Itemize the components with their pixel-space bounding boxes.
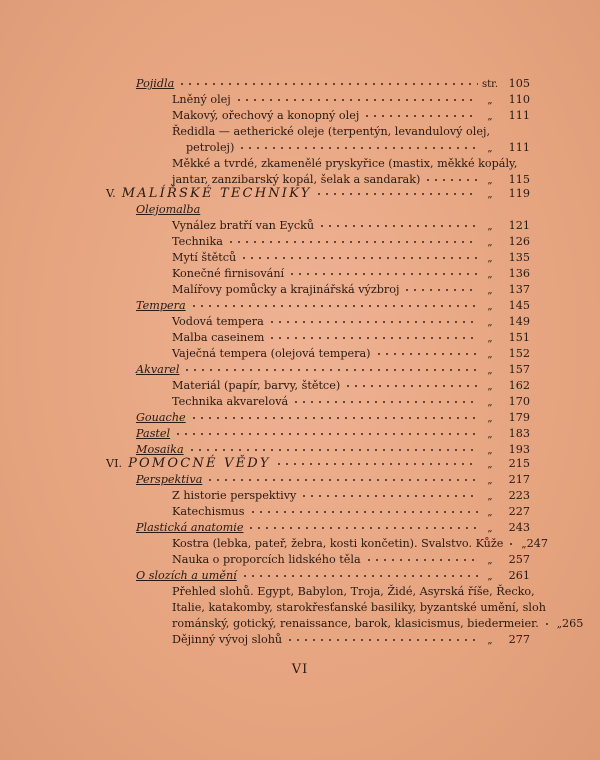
- toc-page-number: 149: [508, 315, 530, 329]
- toc-entry-label: Mytí štětců: [172, 251, 237, 265]
- toc-page-number: 223: [508, 489, 530, 503]
- toc-entry: [172, 250, 530, 266]
- toc-entry-label: Vaječná tempera (olejová tempera): [172, 347, 371, 361]
- toc-page-number: 115: [508, 173, 530, 187]
- toc-entry: [172, 632, 530, 648]
- toc-page-number: 243: [508, 521, 530, 535]
- toc-entry-label: Pojidla: [136, 77, 175, 91]
- toc-page-number: 265: [561, 617, 584, 631]
- toc-page-number: 170: [508, 395, 530, 409]
- ditto-mark: „: [487, 95, 493, 107]
- dot-leader: [424, 172, 478, 183]
- toc-page-number: 111: [508, 109, 530, 123]
- toc-entry: [172, 394, 530, 410]
- ditto-mark: „: [521, 539, 527, 551]
- toc-entry-label: Makový, ořechový a konopný olej: [172, 109, 360, 123]
- toc-page-number: 257: [508, 553, 530, 567]
- dot-leader: [241, 568, 478, 579]
- ditto-mark: „: [487, 189, 493, 201]
- toc-entry: [136, 298, 530, 314]
- toc-entry: [172, 346, 530, 362]
- dot-leader: [292, 394, 478, 405]
- ditto-mark: „: [487, 143, 493, 155]
- toc-entry-label: jantar, zanzibarský kopál, šelak a sandarak): [172, 173, 421, 187]
- ditto-mark: „: [487, 175, 493, 187]
- dot-leader: [249, 504, 479, 515]
- toc-page-number: 135: [508, 251, 530, 265]
- ditto-mark: „: [487, 301, 493, 313]
- toc-entry: [136, 410, 530, 426]
- toc-entry: [172, 600, 546, 615]
- toc-entry-label: Tempera: [136, 299, 186, 313]
- dot-leader: [235, 92, 478, 103]
- toc-page-number: 183: [508, 427, 530, 441]
- ditto-mark: „: [487, 571, 493, 583]
- toc-page-number: 137: [508, 283, 530, 297]
- toc-entry: [172, 234, 530, 250]
- toc-entry: [136, 76, 530, 92]
- dot-leader: [178, 76, 478, 87]
- dot-leader: [174, 426, 478, 437]
- toc-entry: [172, 378, 530, 394]
- dot-leader: [315, 186, 478, 197]
- section-number: VI.: [106, 457, 123, 471]
- toc-entry: [172, 124, 530, 139]
- dot-leader: [286, 632, 478, 643]
- toc-entry-label: Akvarel: [136, 363, 180, 377]
- toc-entry: [172, 536, 548, 552]
- dot-leader: [268, 330, 478, 341]
- toc-entry-label: O slozích a umění: [136, 569, 237, 583]
- dot-leader: [363, 108, 478, 119]
- ditto-mark: „: [487, 111, 493, 123]
- dot-leader: [190, 298, 478, 309]
- toc-entry: [172, 314, 530, 330]
- ditto-mark: „: [487, 349, 493, 361]
- toc-entry: [136, 362, 530, 378]
- section-title: POMOCNÉ VĚDY: [128, 456, 271, 472]
- ditto-mark: „: [487, 445, 493, 457]
- toc-entry: [136, 520, 530, 536]
- dot-leader: [543, 616, 553, 627]
- toc-entry: [136, 426, 530, 442]
- dot-leader: [227, 234, 478, 245]
- ditto-mark: „: [487, 317, 493, 329]
- toc-entry-label: Ředidla — aetherické oleje (terpentýn, levandulový olej,: [172, 125, 491, 138]
- toc-page-number: 227: [508, 505, 530, 519]
- ditto-mark: „: [487, 555, 493, 567]
- toc-section-heading: [106, 456, 530, 472]
- toc-entry: [172, 330, 530, 346]
- toc-entry: [172, 266, 530, 282]
- toc-entry: [172, 282, 530, 298]
- toc-entry: [172, 488, 530, 504]
- toc-entry-label: románský, gotický, renaissance, barok, klasicismus, biedermeier.: [172, 617, 539, 631]
- toc-page-number: 126: [508, 235, 530, 249]
- dot-leader: [183, 362, 478, 373]
- toc-entry-label: Konečné firnisování: [172, 267, 285, 281]
- dot-leader: [275, 456, 478, 467]
- page-number-footer: VI: [291, 662, 309, 677]
- toc-entry: [172, 108, 530, 124]
- dot-leader: [507, 536, 517, 547]
- toc-entry-label: Lněný olej: [172, 93, 231, 107]
- toc-page-number: 136: [508, 267, 530, 281]
- dot-leader: [288, 266, 478, 277]
- toc-section-heading: [106, 186, 530, 202]
- ditto-mark: „: [487, 381, 493, 393]
- toc-page-number: 157: [508, 363, 530, 377]
- dot-leader: [268, 314, 478, 325]
- ditto-mark: „: [487, 413, 493, 425]
- ditto-mark: „: [487, 365, 493, 377]
- ditto-mark: „: [487, 237, 493, 249]
- ditto-mark: „: [487, 475, 493, 487]
- ditto-mark: „: [487, 523, 493, 535]
- dot-leader: [247, 520, 478, 531]
- toc-entry-label: Italie, katakomby, starokřesťanské basiliky, byzantské umění, sloh: [172, 601, 546, 614]
- toc-entry: [172, 504, 530, 520]
- toc-page-number: 121: [508, 219, 530, 233]
- ditto-mark: „: [487, 221, 493, 233]
- toc-entry: [172, 156, 530, 171]
- dot-leader: [403, 282, 478, 293]
- toc-entry: [172, 218, 530, 234]
- toc-entry-label: Kostra (lebka, pateř, žebra, kosti končetin). Svalstvo. Kůže: [172, 537, 504, 551]
- toc-entry-label: Olejomalba: [136, 203, 201, 216]
- toc-page-number: 162: [508, 379, 530, 393]
- dot-leader: [375, 346, 478, 357]
- toc-entry-label: Technika: [172, 235, 223, 249]
- dot-leader: [300, 488, 478, 499]
- ditto-mark: „: [487, 491, 493, 503]
- toc-entry-label: Technika akvarelová: [172, 395, 289, 409]
- section-number: V.: [106, 187, 116, 201]
- toc-entry-label: Měkké a tvrdé, zkamenělé pryskyřice (mastix, měkké kopály,: [172, 157, 518, 170]
- toc-entry: [172, 584, 535, 599]
- toc-page-number: 277: [508, 633, 530, 647]
- toc-page-number: 261: [508, 569, 530, 583]
- toc-entry-label: Mosaika: [136, 443, 184, 457]
- ditto-mark: str.: [482, 79, 499, 91]
- dot-leader: [240, 250, 478, 261]
- toc-page-number: 217: [508, 473, 530, 487]
- toc-entry: [186, 140, 530, 156]
- dot-leader: [188, 442, 478, 453]
- ditto-mark: „: [487, 253, 493, 265]
- toc-entry-label: Gouache: [136, 411, 186, 425]
- toc-entry-label: Malba caseinem: [172, 331, 265, 345]
- toc-page-number: 151: [508, 331, 530, 345]
- ditto-mark: „: [556, 619, 562, 631]
- toc-entry: [136, 472, 530, 488]
- dot-leader: [206, 472, 478, 483]
- dot-leader: [238, 140, 478, 151]
- ditto-mark: „: [487, 507, 493, 519]
- toc-page-number: 215: [508, 457, 530, 471]
- toc-entry: [172, 92, 530, 108]
- toc-entry: [172, 552, 530, 568]
- toc-entry-label: Přehled slohů. Egypt, Babylon, Troja, Židé, Asyrská říše, Řecko,: [172, 585, 535, 598]
- toc-entry-label: Katechismus: [172, 505, 245, 519]
- dot-leader: [365, 552, 478, 563]
- dot-leader: [318, 218, 478, 229]
- toc-page-number: 152: [508, 347, 530, 361]
- dot-leader: [344, 378, 478, 389]
- toc-page-number: 193: [508, 443, 530, 457]
- toc-page-number: 179: [508, 411, 530, 425]
- toc-page-number: 247: [526, 537, 548, 551]
- toc-entry-label: Perspektiva: [136, 473, 203, 487]
- ditto-mark: „: [487, 459, 493, 471]
- toc-page-number: 119: [508, 187, 530, 201]
- ditto-mark: „: [487, 635, 493, 647]
- ditto-mark: „: [487, 397, 493, 409]
- toc-entry-label: Materiál (papír, barvy, štětce): [172, 379, 341, 393]
- toc-page-number: 111: [508, 141, 530, 155]
- toc-entry-label: Plastická anatomie: [136, 521, 244, 535]
- section-title: MALÍŘSKÉ TECHNIKY: [121, 186, 312, 202]
- toc-entry-label: Z historie perspektivy: [172, 489, 297, 503]
- ditto-mark: „: [487, 429, 493, 441]
- toc-entry-label: Vodová tempera: [172, 315, 264, 329]
- toc-entry-label: Malířovy pomůcky a krajinářská výzbroj: [172, 283, 400, 297]
- toc-entry: [136, 202, 530, 217]
- toc-entry: [136, 568, 530, 584]
- toc-entry-label: petrolej): [186, 141, 235, 155]
- toc-entry: [172, 616, 584, 632]
- toc-page-number: 110: [508, 93, 530, 107]
- ditto-mark: „: [487, 269, 493, 281]
- toc-page-number: 145: [508, 299, 530, 313]
- toc-entry-label: Vynález bratří van Eycků: [172, 219, 315, 233]
- toc-page-number: 105: [508, 77, 530, 91]
- toc-entry-label: Dějinný vývoj slohů: [172, 633, 283, 647]
- toc-entry-label: Pastel: [136, 427, 171, 441]
- toc-entry-label: Nauka o proporcích lidského těla: [172, 553, 361, 567]
- ditto-mark: „: [487, 285, 493, 297]
- dot-leader: [190, 410, 478, 421]
- ditto-mark: „: [487, 333, 493, 345]
